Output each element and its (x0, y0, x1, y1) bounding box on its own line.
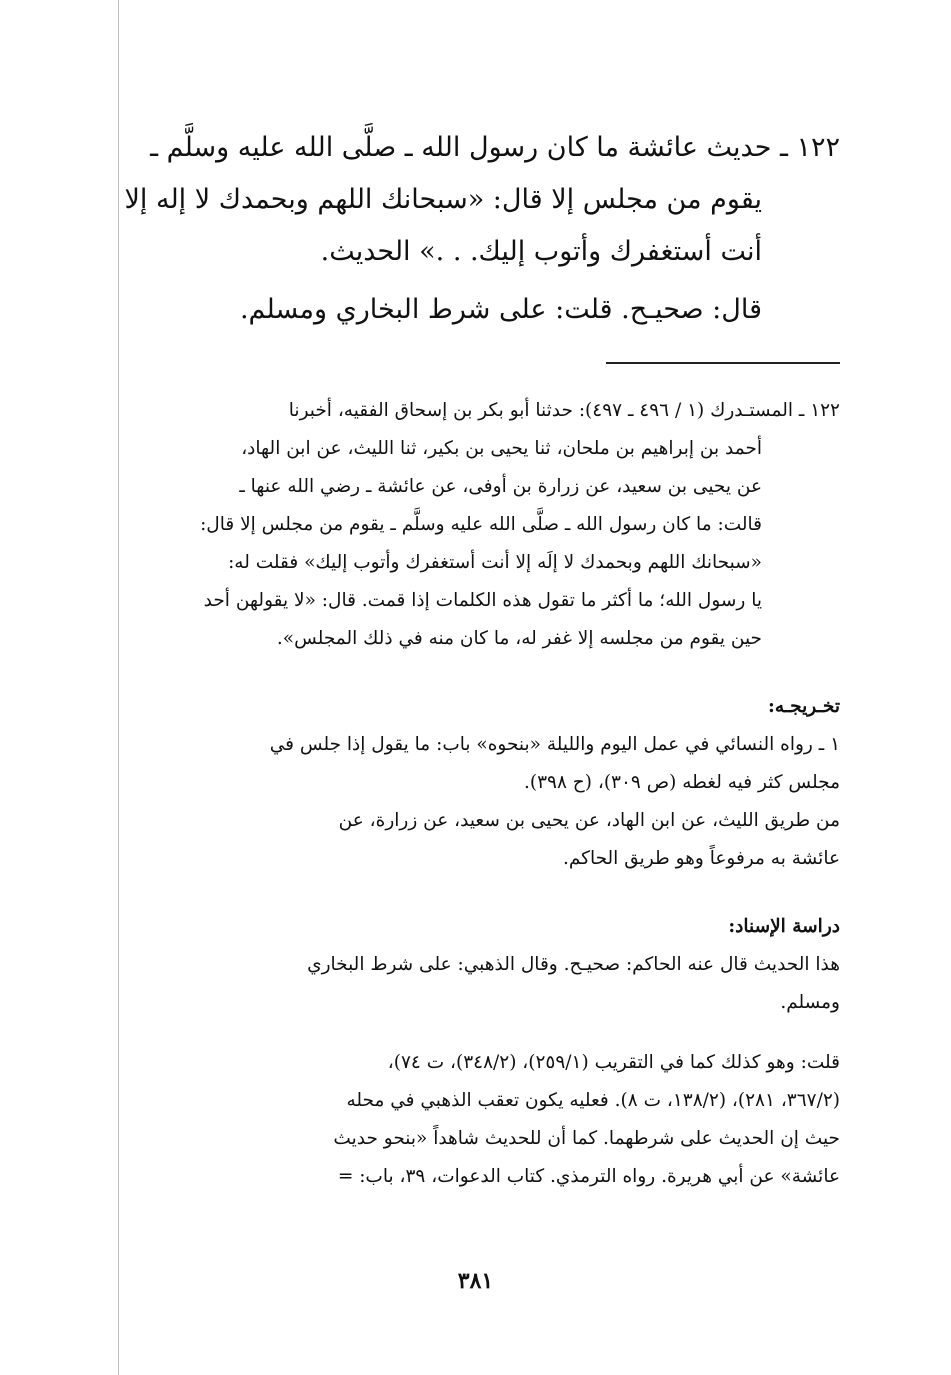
takhrij-heading: تخـريجـه: (768, 696, 840, 717)
qultu-line: (٣٦٧/٢، ٢٨١)، (١٣٨/٢، ت ٨). فعليه يكون تعقب الذهبي في محله (346, 1090, 840, 1111)
isnad-line: ومسلم. (780, 992, 840, 1013)
footnote-line: عن يحيى بن سعيد، عن زرارة بن أوفى، عن عائشة ـ رضي الله عنها ـ (239, 476, 762, 497)
hadith-line: ١٢٢ ـ حديث عائشة ما كان رسول الله ـ صلَّى الله عليه وسلَّم ـ (150, 132, 840, 163)
footnote-line: يا رسول الله؛ ما أكثر ما تقول هذه الكلمات إذا قمت. قال: «لا يقولهن أحد (203, 590, 762, 611)
hadith-line: يقوم من مجلس إلا قال: «سبحانك اللهم وبحمدك لا إله إلا (124, 184, 762, 215)
footnote-separator (606, 362, 840, 364)
takhrij-line: مجلس كثر فيه لغطه (ص ٣٠٩)، (ح ٣٩٨). (524, 772, 840, 793)
takhrij-line: عائشة به مرفوعاً وهو طريق الحاكم. (562, 848, 840, 869)
isnad-line: هذا الحديث قال عنه الحاكم: صحيـح. وقال الذهبي: على شرط البخاري (307, 954, 840, 975)
qultu-line: حيث إن الحديث على شرطهما. كما أن للحديث شاهداً «بنحو حديث (333, 1128, 840, 1149)
footnotes-section (140, 392, 840, 1196)
paragraph-spacer (140, 1022, 840, 1044)
takhrij-line: ١ ـ رواه النسائي في عمل اليوم والليلة «بنحوه» باب: ما يقول إذا جلس في (269, 734, 840, 755)
takhrij-line: من طريق الليث، عن ابن الهاد، عن يحيى بن سعيد، عن زرارة، عن (338, 810, 840, 831)
page-number: ٣٨١ (457, 1268, 494, 1294)
qultu-line: قلت: وهو كذلك كما في التقريب (٢٥٩/١)، (٣٤٨/٢)، ت ٧٤)، (387, 1052, 840, 1073)
footnote-line: حين يقوم من مجلسه إلا غفر له، ما كان منه في ذلك المجلس». (276, 628, 762, 649)
footnote-line: قالت: ما كان رسول الله ـ صلَّى الله عليه وسلَّم ـ يقوم من مجلس إلا قال: (200, 514, 762, 535)
hadith-line: أنت أستغفرك وأتوب إليك. . .» الحديث. (320, 236, 762, 267)
footnote-line: أحمد بن إبراهيم بن ملحان، ثنا يحيى بن بكير، ثنا الليث، عن ابن الهاد، (241, 438, 762, 459)
hadith-ruling-line: قال: صحيـح. قلت: على شرط البخاري ومسلم. (239, 294, 762, 325)
footnote-line: «سبحانك اللهم وبحمدك لا إلَه إلا أنت أستغفرك وأتوب إليك» فقلت له: (228, 552, 762, 573)
footnote-line: ١٢٢ ـ المستـدرك (١ / ٤٩٦ ـ ٤٩٧): حدثنا أبو بكر بن إسحاق الفقيه، أخبرنا (288, 400, 840, 421)
qultu-line: عائشة» عن أبي هريرة. رواه الترمذي. كتاب الدعوات، ٣٩، باب: = (337, 1166, 840, 1187)
hadith-main-text (124, 122, 840, 336)
binding-margin-line (118, 0, 119, 1375)
isnad-heading: دراسة الإسناد: (728, 916, 840, 937)
